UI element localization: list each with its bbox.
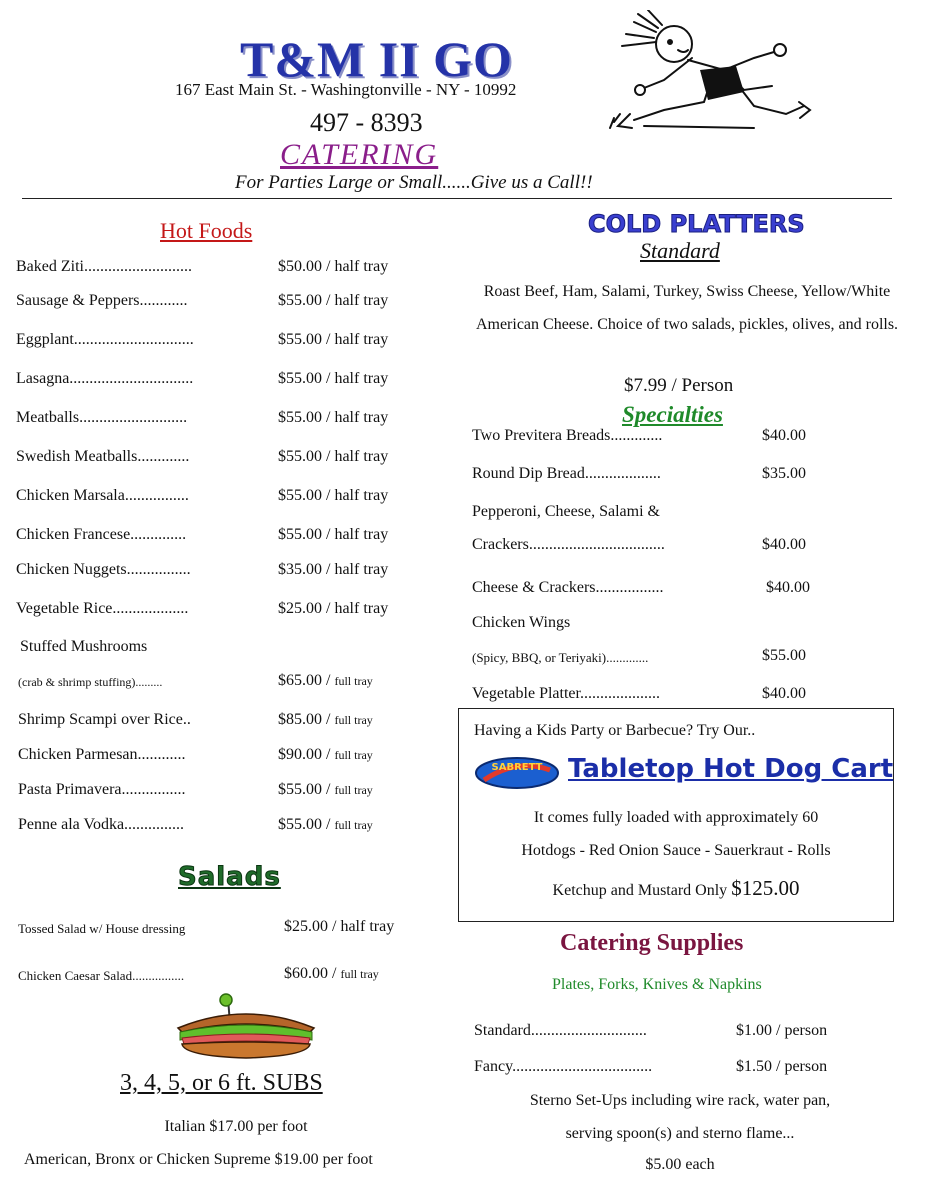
stuffed-mushrooms-label: Stuffed Mushrooms (20, 638, 148, 655)
item-name: Sausage & Peppers............ (16, 292, 188, 309)
hot-dog-included: Ketchup and Mustard Only (552, 882, 732, 899)
salads-title: Salads (178, 862, 281, 892)
item-name: Swedish Meatballs............. (16, 448, 190, 465)
kids-party-line: Having a Kids Party or Barbecue? Try Our.. (474, 722, 756, 739)
item-name: Chicken Parmesan............ (18, 746, 186, 763)
item-price (278, 746, 373, 764)
badge-text: SABRETT (491, 762, 543, 773)
sterno-line2: serving spoon(s) and sterno flame... (565, 1125, 795, 1142)
item-price: $55.00 / half tray (278, 409, 389, 426)
price-unit: full tray (334, 748, 373, 762)
item-price: $40.00 (766, 579, 810, 596)
item-name: Two Previtera Breads............. (472, 427, 663, 444)
specialties-title: Specialties (622, 402, 723, 427)
item-name: Pasta Primavera................ (18, 781, 186, 798)
item-name: (crab & shrimp stuffing)......... (18, 675, 163, 689)
price-unit: full tray (340, 967, 379, 981)
item-price: $1.00 / person (736, 1022, 828, 1039)
item-name: Vegetable Rice................... (16, 600, 189, 617)
item-price: $35.00 / half tray (278, 561, 389, 578)
item-price: $55.00 / half tray (278, 331, 389, 348)
price-value: $55.00 / (278, 816, 335, 833)
standard-description: Roast Beef, Ham, Salami, Turkey, Swiss Cheese, Yellow/White American Cheese. Choice of two salads, pickles, olives, and rolls. (475, 283, 899, 333)
hot-dog-cart-title: Tabletop Hot Dog Cart (568, 754, 894, 784)
subs-line: American, Bronx or Chicken Supreme $19.00 per foot (24, 1151, 373, 1168)
price-unit: full tray (334, 783, 373, 797)
item-name: Penne ala Vodka............... (18, 816, 185, 833)
price-unit: full tray (334, 818, 373, 832)
subs-line: Italian $17.00 per foot (164, 1118, 308, 1135)
item-name: Chicken Nuggets................ (16, 561, 191, 578)
catering-supplies-title: Catering Supplies (560, 930, 744, 956)
item-price: $55.00 / half tray (278, 448, 389, 465)
item-price: $1.50 / person (736, 1058, 828, 1075)
item-price: $35.00 (762, 465, 806, 482)
price-value: $90.00 / (278, 746, 335, 763)
hot-dog-desc-line2: Hotdogs - Red Onion Sauce - Sauerkraut - Rolls (521, 842, 831, 859)
catering-heading: CATERING (280, 138, 439, 171)
item-name: Eggplant.............................. (16, 331, 194, 348)
item-name: Standard............................. (474, 1022, 647, 1039)
sterno-line1: Sterno Set-Ups including wire rack, water pan, (529, 1092, 831, 1109)
item-price (284, 965, 379, 983)
catering-supplies-subtitle: Plates, Forks, Knives & Napkins (552, 976, 762, 993)
item-price: $40.00 (762, 427, 806, 444)
item-price: $55.00 (762, 647, 806, 664)
sterno-price: $5.00 each (645, 1156, 715, 1173)
item-name: Shrimp Scampi over Rice.. (18, 711, 191, 728)
item-price: $40.00 (762, 685, 806, 702)
running-man-icon (604, 10, 814, 140)
price-value: $85.00 / (278, 711, 335, 728)
subs-title: 3, 4, 5, or 6 ft. SUBS (120, 1070, 323, 1096)
standard-subtitle: Standard (640, 238, 720, 263)
phone-number: 497 - 8393 (310, 108, 423, 137)
tagline: For Parties Large or Small......Give us a Call!! (235, 172, 593, 193)
hot-foods-title: Hot Foods (160, 218, 253, 243)
address: 167 East Main St. - Washingtonville - NY - 10992 (175, 80, 517, 99)
item-name: Chicken Francese.............. (16, 526, 187, 543)
item-name: Pepperoni, Cheese, Salami & (472, 503, 660, 520)
sub-sandwich-icon (172, 990, 320, 1064)
item-name: Crackers.................................. (472, 536, 665, 553)
item-price: $55.00 / half tray (278, 292, 389, 309)
item-price: $25.00 / half tray (278, 600, 389, 617)
item-price: $25.00 / half tray (284, 918, 395, 935)
item-price (278, 711, 373, 729)
price-value: $60.00 / (284, 965, 341, 982)
item-name: Cheese & Crackers................. (472, 579, 664, 596)
item-price: $55.00 / half tray (278, 370, 389, 387)
item-name: Round Dip Bread................... (472, 465, 661, 482)
hot-dog-price: $125.00 (731, 876, 800, 900)
sabrett-badge-icon (474, 756, 560, 790)
price-unit: full tray (334, 713, 373, 727)
price-value: $55.00 / (278, 781, 335, 798)
item-price (278, 781, 373, 799)
item-name: Meatballs........................... (16, 409, 188, 426)
item-price: $50.00 / half tray (278, 258, 389, 275)
logo-title: T&M II GO (240, 31, 513, 87)
item-price: $55.00 / half tray (278, 487, 389, 504)
item-price: $40.00 (762, 536, 806, 553)
price-unit: full tray (334, 674, 373, 688)
price-value: $65.00 / (278, 672, 335, 689)
item-name: Baked Ziti........................... (16, 258, 192, 275)
cold-platters-title: COLD PLATTERS (588, 210, 805, 238)
item-price (278, 672, 373, 690)
item-name: Lasagna............................... (16, 370, 194, 387)
item-name: Tossed Salad w/ House dressing (18, 921, 186, 936)
item-name: Vegetable Platter.................... (472, 685, 660, 702)
item-name: Fancy................................... (474, 1058, 653, 1075)
hot-dog-desc-line1: It comes fully loaded with approximately 60 (533, 809, 819, 826)
item-price (278, 816, 373, 834)
standard-price: $7.99 / Person (624, 375, 734, 396)
item-name: Chicken Marsala................ (16, 487, 189, 504)
hot-dog-desc-line3 (460, 876, 892, 901)
item-name: Chicken Wings (472, 614, 571, 631)
header-divider (22, 198, 892, 199)
item-price: $55.00 / half tray (278, 526, 389, 543)
item-name: Chicken Caesar Salad................ (18, 968, 185, 983)
item-name: (Spicy, BBQ, or Teriyaki)............. (472, 650, 649, 665)
